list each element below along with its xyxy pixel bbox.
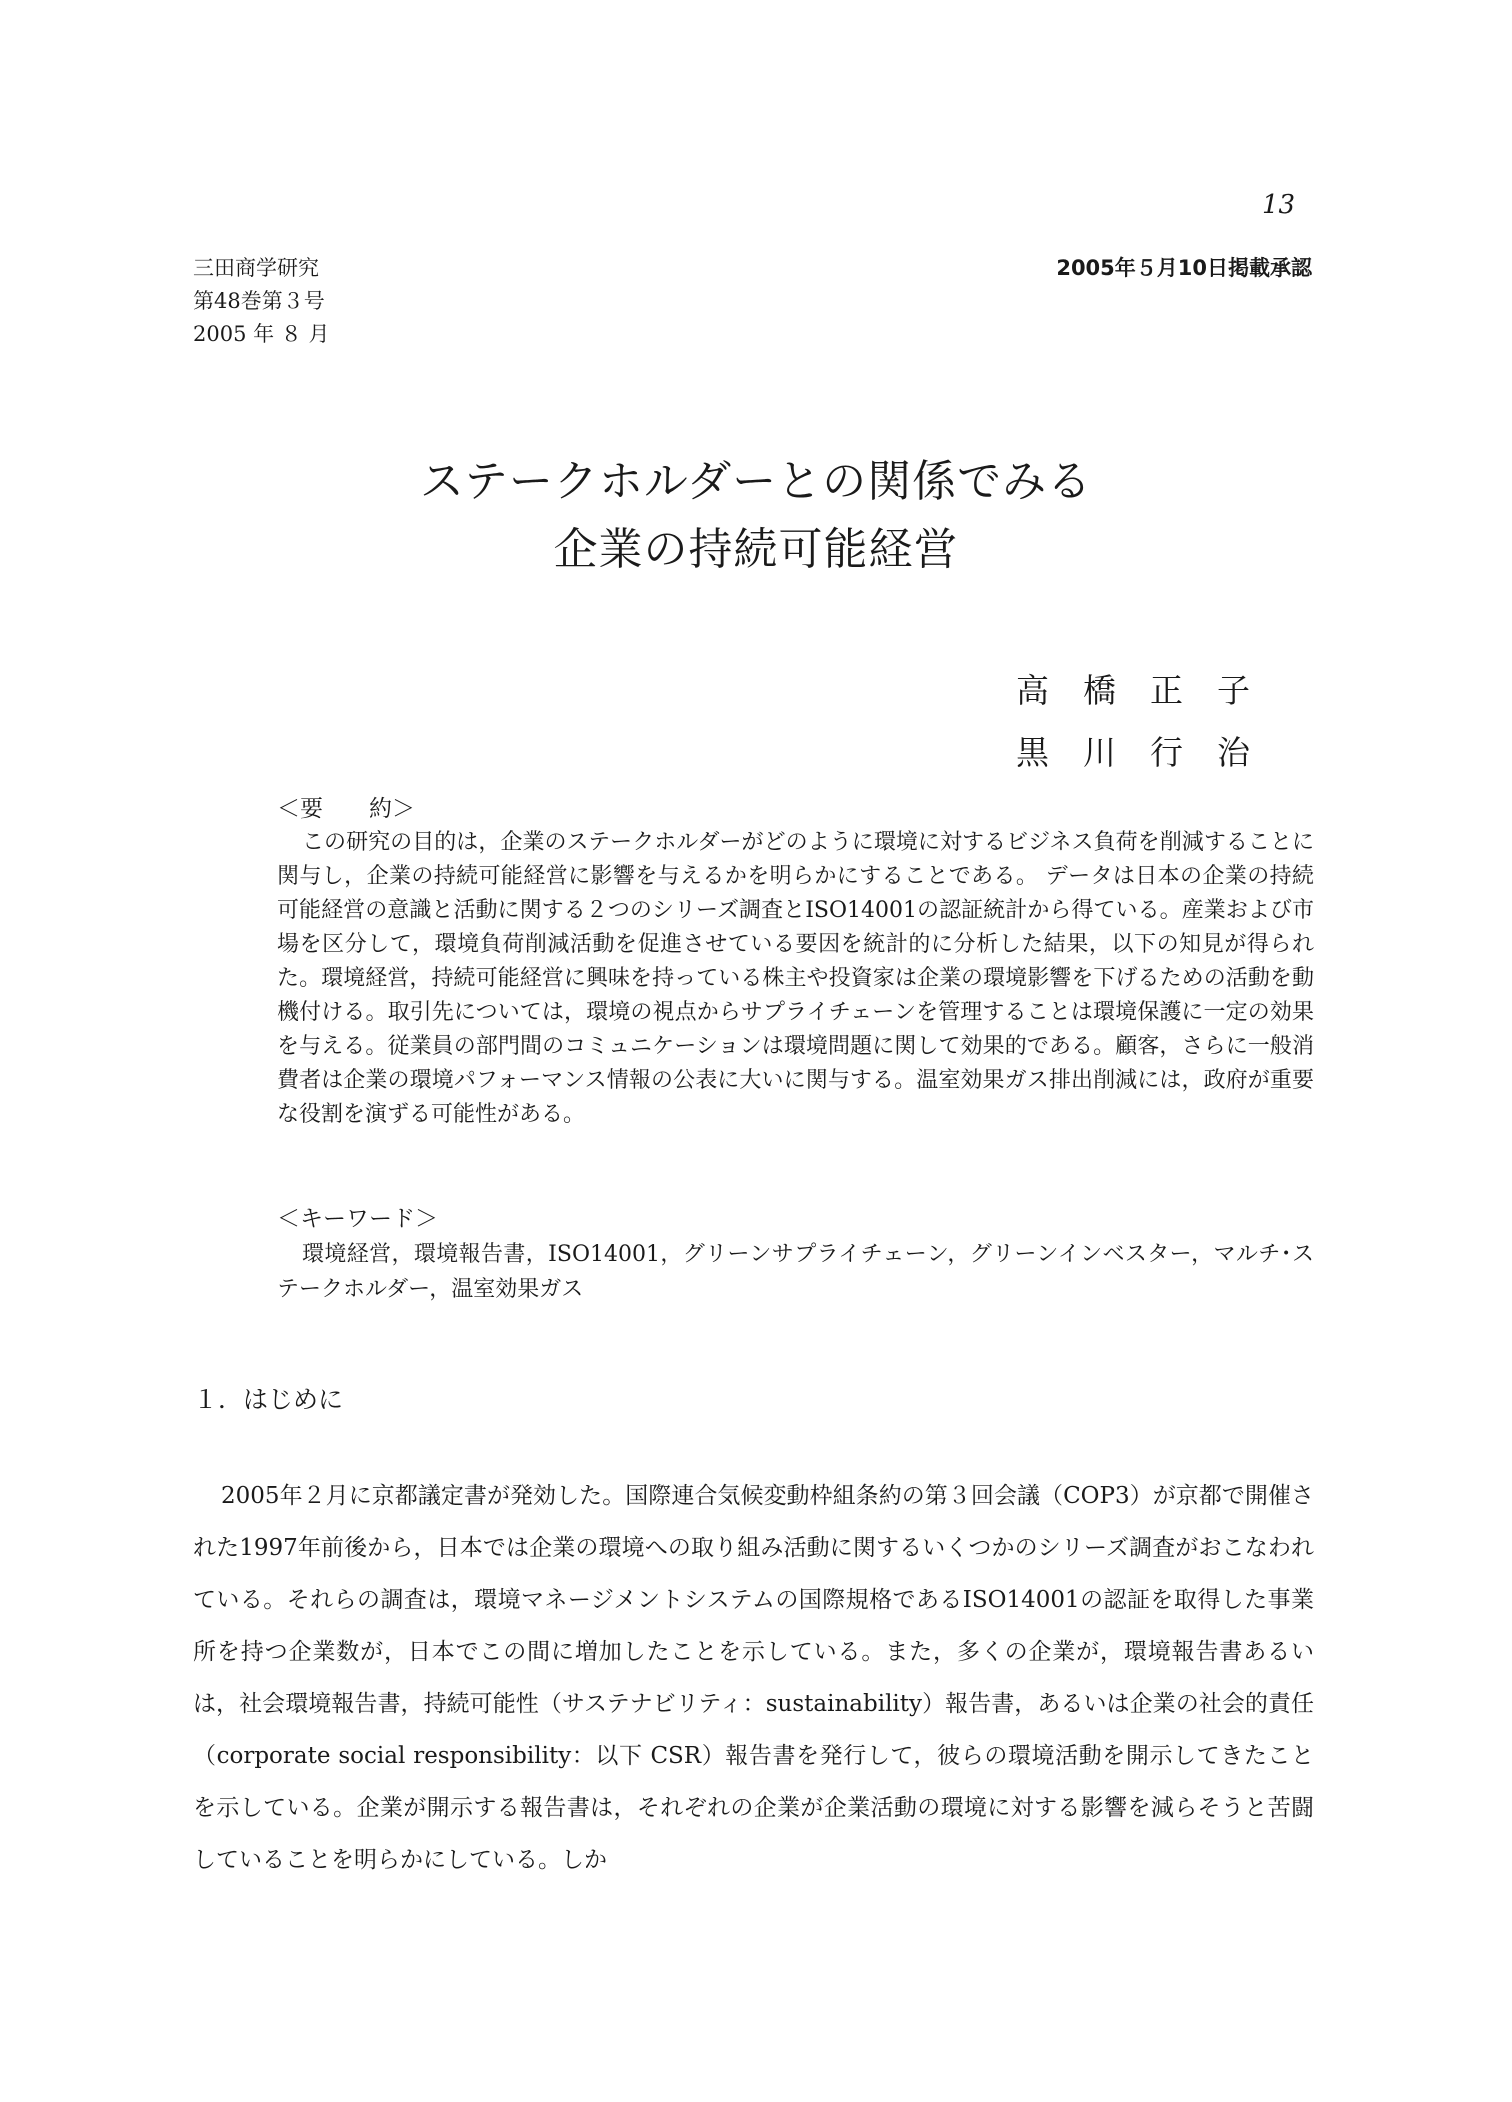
journal-name: 三田商学研究 — [193, 256, 319, 280]
paper-title — [0, 448, 1512, 584]
section-heading: １．はじめに — [193, 1385, 344, 1414]
author-list — [1016, 660, 1284, 784]
keywords-text: 環境経営，環境報告書，ISO14001，グリーンサプライチェーン，グリーンインベスター，マルチ･ステークホルダー，温室効果ガス — [277, 1242, 1314, 1302]
title-line-2: 企業の持続可能経営 — [553, 524, 959, 575]
approval-date: 2005年５月10日掲載承認 — [1056, 256, 1312, 280]
keywords-heading: ＜キーワード＞ — [277, 1206, 438, 1232]
journal-info — [193, 252, 329, 351]
title-line-1: ステークホルダーとの関係でみる — [419, 456, 1093, 507]
body-paragraph: 2005年２月に京都議定書が発効した。国際連合気候変動枠組条約の第３回会議（COP3）が京都で開催された1997年前後から，日本では企業の環境への取り組み活動に関するいくつかのシリーズ調査がおこなわれている。それらの調査は，環境マネージメントシステムの国際規格であるISO14001の認証を取得した事業所を持つ企業数が，日本でこの間に増加したことを示している。また，多くの企業が，環境報告書あるいは，社会環境報告書，持続可能性（サステナビリティ：sustainability）報告書，あるいは企業の社会的責任（corporate social responsibility：以下 CSR）報告書を発行して，彼らの環境活動を開示してきたことを示している。企業が開示する報告書は，それぞれの企業が企業活動の環境に対する影響を減らそうと苦闘していることを明らかにしている。しか — [193, 1483, 1314, 1873]
journal-volume-issue: 第48巻第３号 — [193, 289, 325, 313]
abstract-heading: ＜要 約＞ — [277, 796, 415, 822]
journal-date: 2005 年 ８ 月 — [193, 322, 330, 346]
abstract-text: この研究の目的は，企業のステークホルダーがどのように環境に対するビジネス負荷を削減することに関与し，企業の持続可能経営に影響を与えるかを明らかにすることである。 データは日本の企業の持続可能経営の意識と活動に関する２つのシリーズ調査とISO14001の認証統計から得ている。産業および市場を区分して，環境負荷削減活動を促進させている要因を統計的に分析した結果，以下の知見が得られた。環境経営，持続可能経営に興味を持っている株主や投資家は企業の環境影響を下げるための活動を動機付ける。取引先については，環境の視点からサプライチェーンを管理することは環境保護に一定の効果を与える。従業員の部門間のコミュニケーションは環境問題に関して効果的である。顧客，さらに一般消費者は企業の環境パフォーマンス情報の公表に大いに関与する。温室効果ガス排出削減には，政府が重要な役割を演ずる可能性がある。 — [277, 830, 1314, 1127]
author-name: 高橋正子 — [1016, 671, 1284, 710]
page-number: 13 — [1262, 190, 1296, 220]
author-name: 黒川行治 — [1016, 733, 1284, 772]
